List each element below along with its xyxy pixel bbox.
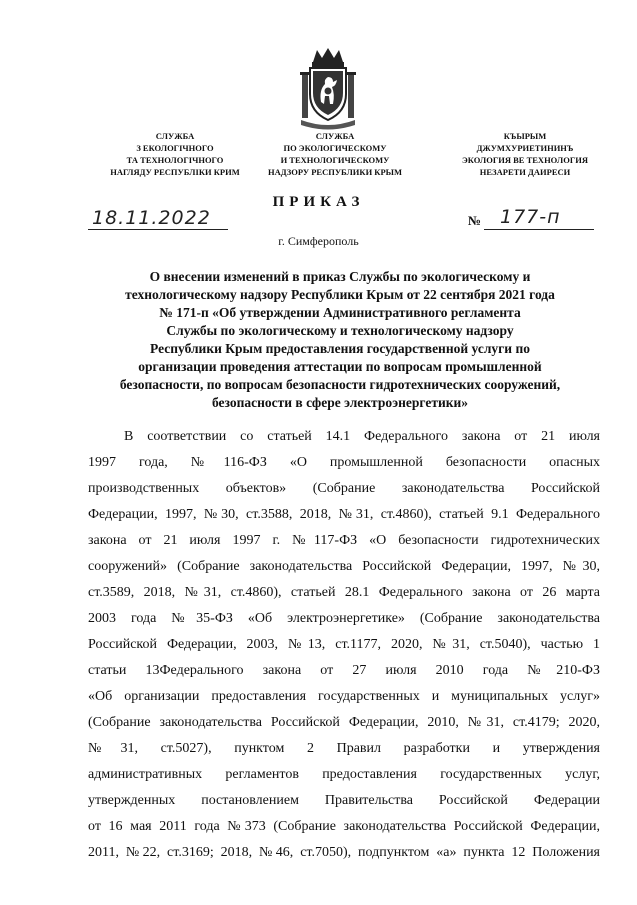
header-line: НАГЛЯДУ РЕСПУБЛІКИ КРИМ [110, 167, 240, 177]
title-line: технологическому надзору Республики Крым от 22 сентября 2021 года [125, 287, 555, 302]
body-line: 1997 года, №116-ФЗ «О промышленной безопасности опасных [88, 455, 600, 470]
body-line: Российской Федерации, 2003, №13, ст.1177, 2020, №31, ст.5040), частью 1 [88, 637, 600, 652]
body-line: утвержденных постановлением Правительства Российской Федерации [88, 793, 600, 808]
title-line: организации проведения аттестации по вопросам промышленной [138, 359, 542, 374]
body-line: производственных объектов» (Собрание законодательства Российской [88, 481, 600, 496]
number-label: № [468, 213, 482, 228]
title-line: безопасности в сфере электроэнергетики» [211, 395, 469, 410]
header-line: НАДЗОРУ РЕСПУБЛИКИ КРЫМ [267, 167, 403, 177]
body-line: «Об организации предоставления государственных и муниципальных услуг» [88, 689, 600, 704]
date-underline [88, 229, 228, 230]
header-line: ЭКОЛОГИЯ ВЕ ТЕХНОЛОГИЯ [462, 155, 588, 165]
header-ukrainian [100, 130, 250, 178]
title-line: Республики Крым предоставления государственной услуги по [150, 341, 530, 356]
title-line: безопасности, по вопросам безопасности гидротехнических сооружений, [119, 377, 561, 392]
body-paragraph [88, 424, 600, 866]
number-underline [484, 229, 594, 230]
header-line: ДЖУМХУРИЕТИНИНЪ [476, 143, 574, 153]
body-line: от 16 мая 2011 года №373 (Собрание законодательства Российской Федерации, [88, 819, 600, 834]
header-line: И ТЕХНОЛОГИЧЕСКОМУ [280, 155, 390, 165]
header-russian [255, 130, 415, 178]
title-line: Службы по экологическому и технологическому надзору [166, 323, 514, 338]
document-type-title: ПРИКАЗ [272, 194, 365, 210]
city-line: г. Симферополь [278, 234, 359, 248]
order-title [86, 268, 594, 412]
body-line: (Собрание законодательства Российской Федерации, 2010, №31, ст.4179; 2020, [88, 715, 600, 730]
coat-of-arms-emblem [297, 46, 359, 130]
body-line: В соответствии со статьей 14.1 Федерального закона от 21 июля [124, 429, 600, 444]
header-crimean-tatar [440, 130, 610, 178]
body-line: закона от 21 июля 1997 г. №117-ФЗ «О безопасности гидротехнических [88, 533, 600, 548]
title-line: № 171-п «Об утверждении Административного регламента [159, 305, 521, 320]
body-line: статьи 13Федерального закона от 27 июля 2010 года №210-ФЗ [88, 663, 600, 678]
header-line: СЛУЖБА [315, 131, 355, 141]
header-line: ПО ЭКОЛОГИЧЕСКОМУ [283, 143, 387, 153]
handwritten-number: 177-п [500, 206, 561, 228]
body-line: Федерации, 1997, №30, ст.3588, 2018, №31, ст.4860), статьей 9.1 Федерального [88, 507, 600, 522]
body-line: административных регламентов предоставления государственных услуг, [88, 767, 600, 782]
handwritten-date: 18.11.2022 [92, 207, 211, 229]
header-line: З ЕКОЛОГІЧНОГО [136, 143, 214, 153]
header-line: ТА ТЕХНОЛОГІЧНОГО [126, 155, 224, 165]
body-line: 2003 года №35-ФЗ «Об электроэнергетике» (Собрание законодательства [88, 611, 600, 626]
header-line: КЪЫРЫМ [503, 131, 547, 141]
body-line: сооружений» (Собрание законодательства Российской Федерации, 1997, №30, [88, 559, 600, 574]
title-line: О внесении изменений в приказ Службы по экологическому и [149, 269, 531, 284]
body-line: №31, ст.5027), пунктом 2 Правил разработки и утверждения [88, 741, 600, 756]
body-line: 2011, №22, ст.3169; 2018, №46, ст.7050), подпунктом «а» пункта 12 Положения [88, 845, 600, 860]
header-line: СЛУЖБА [155, 131, 195, 141]
body-line: ст.3589, 2018, №31, ст.4860), статьей 28.1 Федерального закона от 26 марта [88, 585, 600, 600]
header-line: НЕЗАРЕТИ ДАИРЕСИ [479, 167, 571, 177]
